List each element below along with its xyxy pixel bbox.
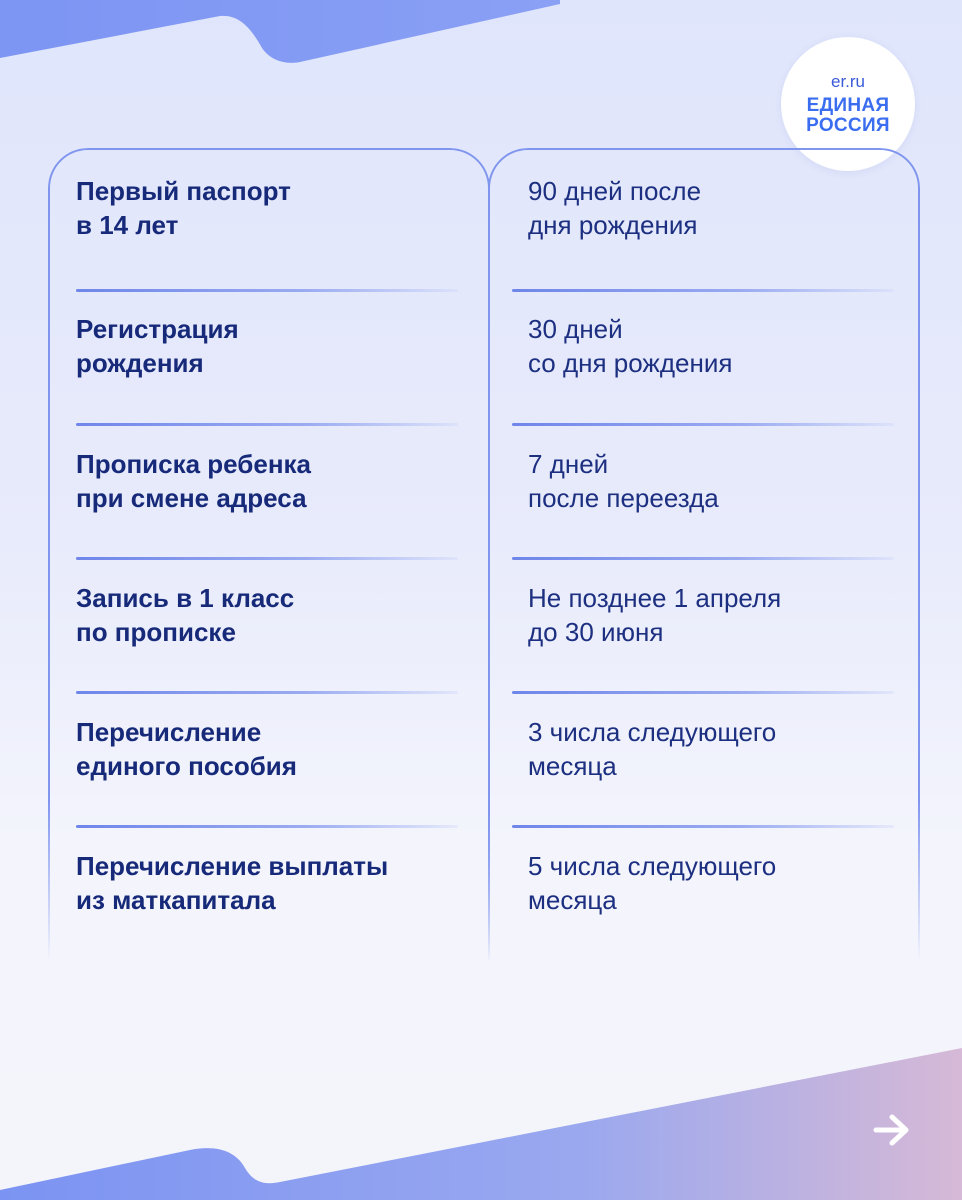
service-label [76,312,476,380]
service-label-line: Прописка ребенка [76,449,311,479]
deadline-line: 90 дней после [528,176,702,206]
service-label [76,849,476,917]
service-label-line: Запись в 1 класс [76,583,295,613]
deadline-value [528,447,908,515]
row-divider [512,289,894,292]
row-divider [76,289,458,292]
service-label [76,715,476,783]
deadline-line: 5 числа следующего [528,851,777,881]
deadline-line: после переезда [528,483,719,513]
row-divider [512,557,894,560]
deadline-line: дня рождения [528,210,698,240]
row-divider [76,557,458,560]
deadline-value [528,174,908,242]
service-label-line: единого пособия [76,751,297,781]
service-label-line: Первый паспорт [76,176,291,206]
service-label [76,447,476,515]
deadline-value [528,312,908,380]
deadline-line: 7 дней [528,449,609,479]
row-divider [512,691,894,694]
row-divider [76,423,458,426]
service-label-line: при смене адреса [76,483,307,513]
deadline-line: месяца [528,885,617,915]
deadline-value [528,715,908,783]
deadline-value [528,581,908,649]
logo-brand-line2: РОССИЯ [806,115,890,136]
service-label-line: в 14 лет [76,210,179,240]
service-label-line: по прописке [76,617,236,647]
service-label-line: рождения [76,348,204,378]
deadline-value [528,849,908,917]
service-label-line: Перечисление [76,717,262,747]
logo-brand-line1: ЕДИНАЯ [806,95,890,116]
deadline-line: Не позднее 1 апреля [528,583,782,613]
service-label-line: Перечисление выплаты [76,851,389,881]
deadline-line: 3 числа следующего [528,717,777,747]
row-divider [76,825,458,828]
arrow-right-icon[interactable] [872,1112,912,1148]
deadline-line: до 30 июня [528,617,664,647]
row-divider [512,423,894,426]
deadline-line: месяца [528,751,617,781]
service-label-line: из маткапитала [76,885,276,915]
logo-site: er.ru [830,72,866,91]
left-column-frame [48,148,490,962]
logo-brand [806,96,890,136]
deadline-line: со дня рождения [528,348,733,378]
row-divider [76,691,458,694]
service-label-line: Регистрация [76,314,239,344]
row-divider [512,825,894,828]
service-label [76,581,476,649]
service-label [76,174,476,242]
deadline-line: 30 дней [528,314,623,344]
right-column-frame [488,148,920,962]
